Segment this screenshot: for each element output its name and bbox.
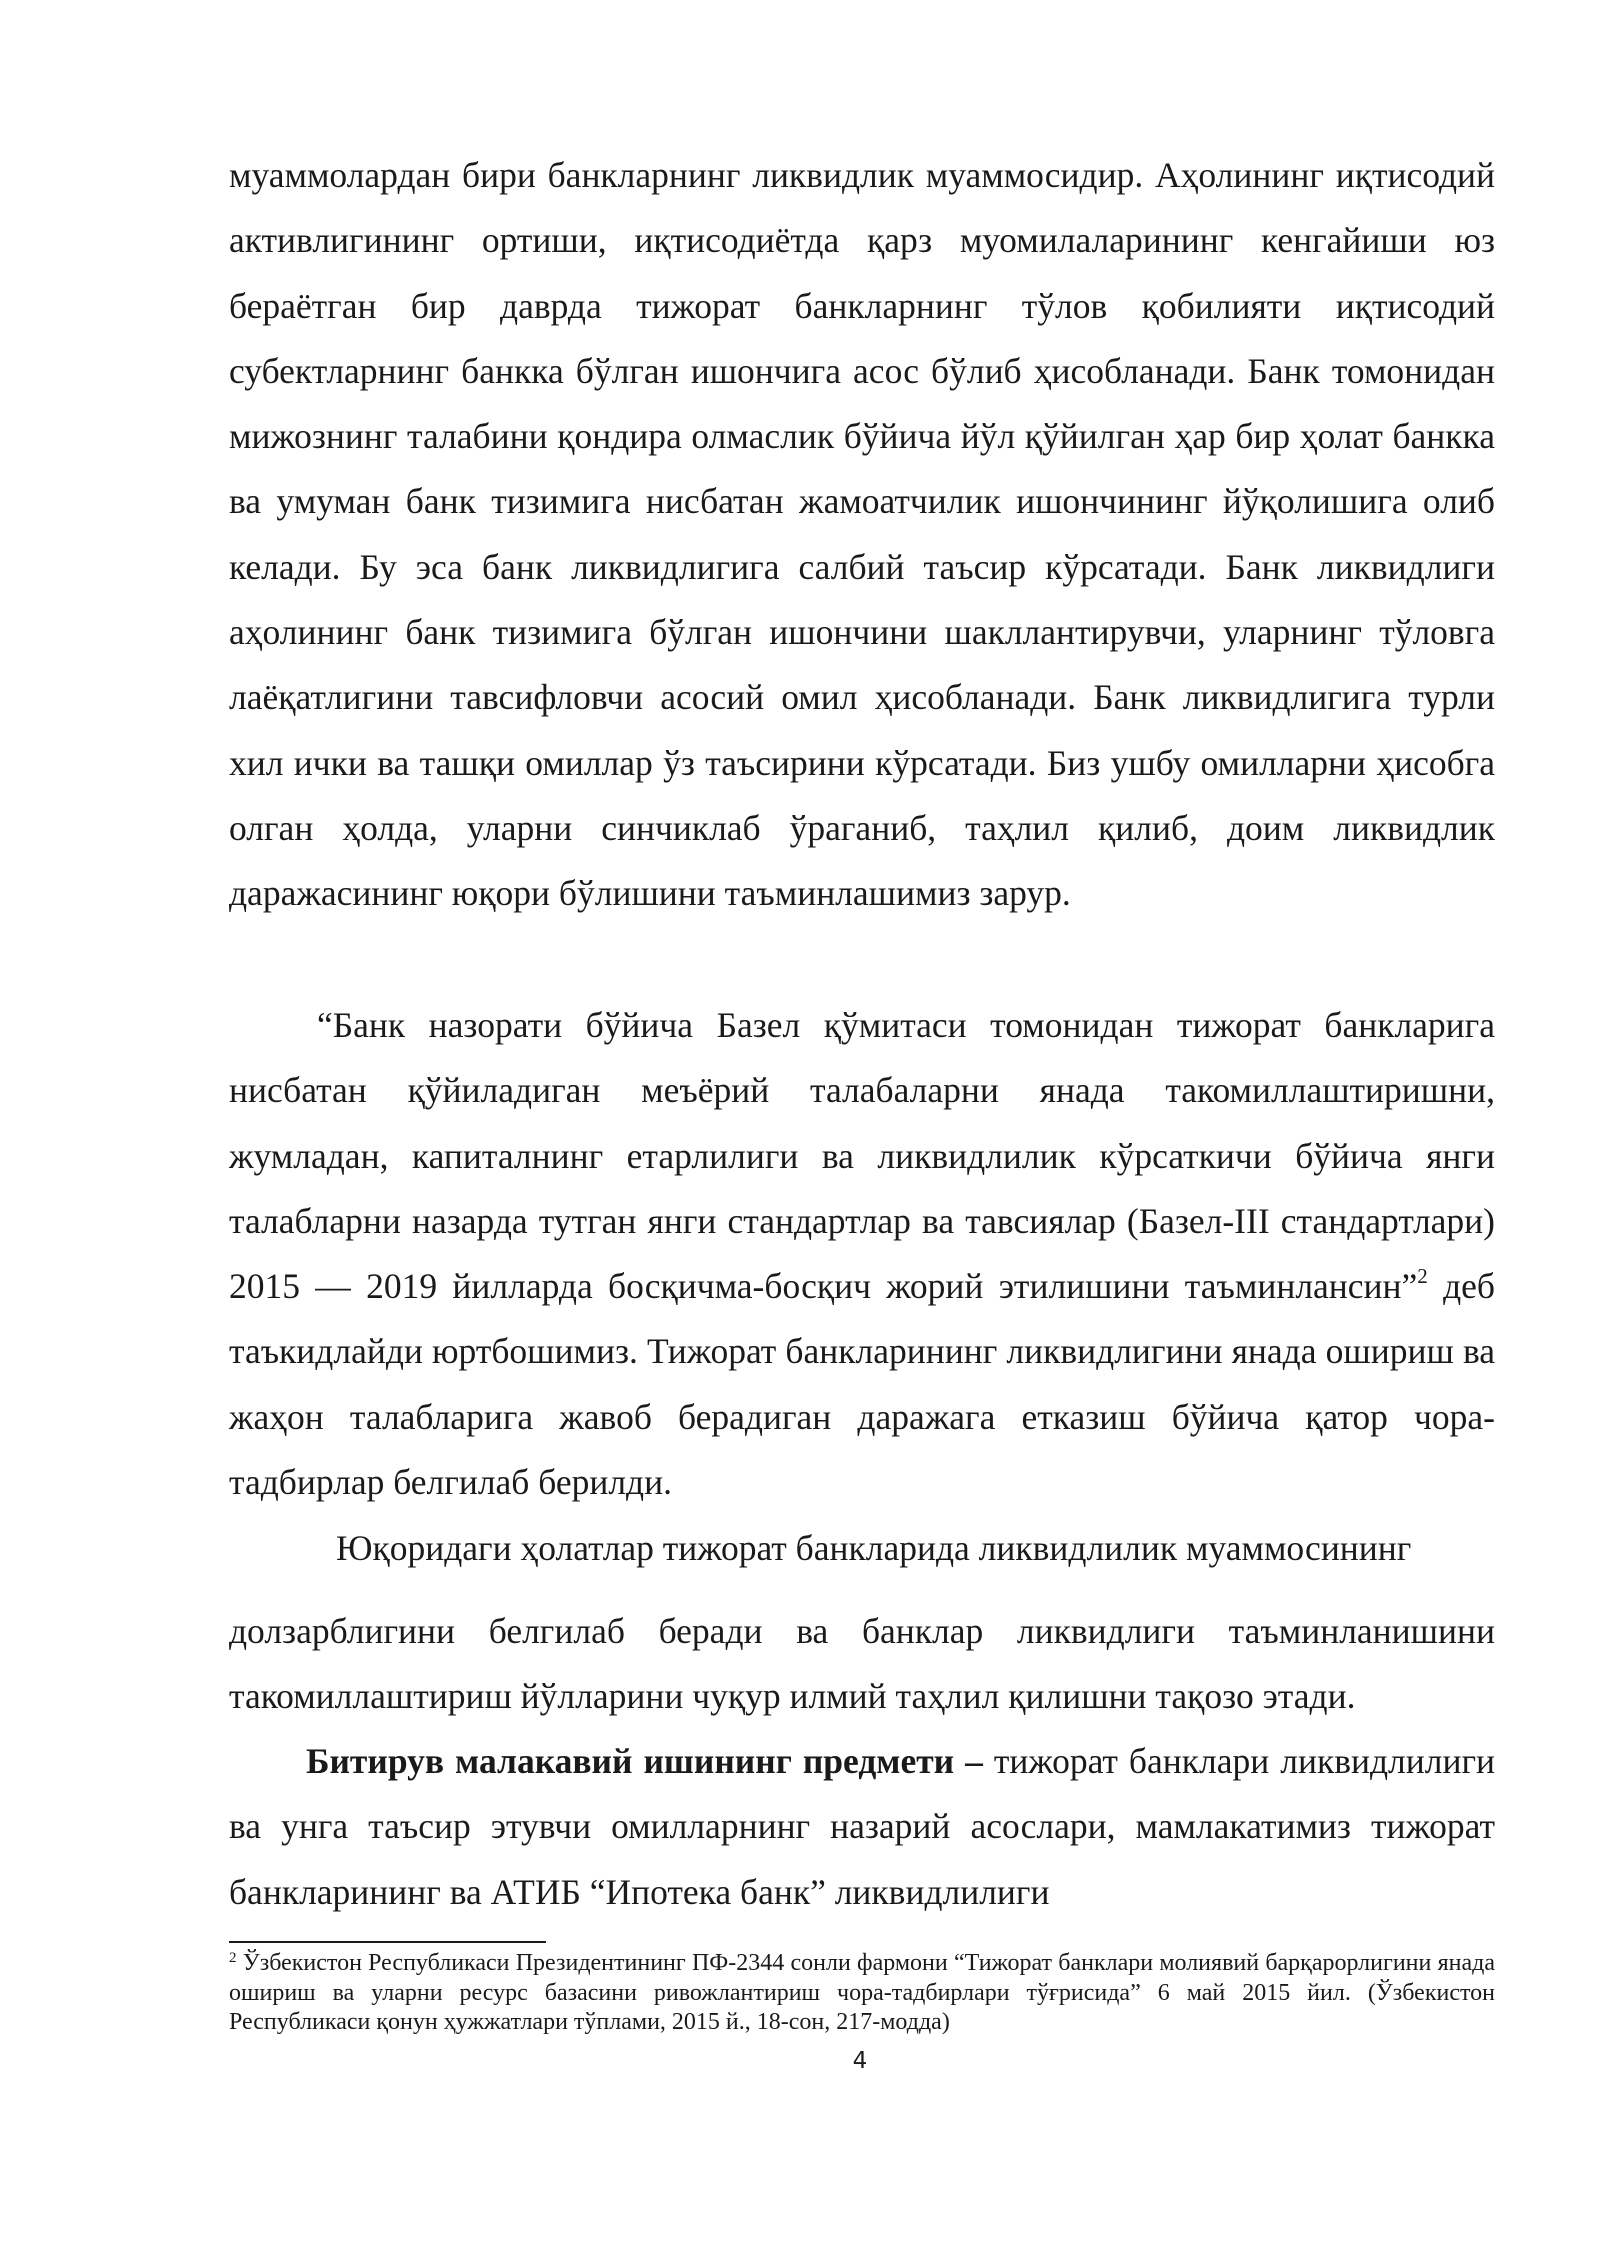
footnote-separator bbox=[229, 1941, 546, 1943]
footnote bbox=[229, 1949, 1495, 2038]
paragraph-text: долзарблигини белгилаб беради ва банклар ликвидлиги таъминланишини такомиллаштириш йўлларини чуқур илмий таҳлил қилишни тақозо этади. bbox=[229, 1611, 1495, 1717]
paragraph-relevance-rest bbox=[229, 1599, 1495, 1730]
basel-quote-continuation: деб таъкидлайди юртбошимиз. Тижорат банкларининг ликвидлигини янада ошириш ва жаҳон талабларига жавоб берадиган даражага етказиш бўйича қатор чора-тадбирлар белгилаб берилди. bbox=[229, 1266, 1495, 1503]
footnote-reference[interactable]: 2 bbox=[1417, 1264, 1428, 1289]
paragraph-text bbox=[229, 1729, 1495, 1925]
paragraph-text bbox=[229, 993, 1495, 1515]
paragraph-text: Юқоридаги ҳолатлар тижорат банкларида ликвидлилик муаммосининг bbox=[336, 1528, 1412, 1568]
page-number: 4 bbox=[852, 2048, 868, 2074]
paragraph-relevance-first-line bbox=[229, 1516, 1495, 1581]
footnote-text bbox=[229, 1949, 1495, 2038]
paragraph-liquidity-problem bbox=[229, 143, 1495, 927]
paragraph-basel-quote bbox=[229, 993, 1495, 1515]
footnote-mark: 2 bbox=[229, 1950, 237, 1966]
footnote-body: Ўзбекистон Республикаси Президентининг ПФ-2344 сонли фармони “Тижорат банклари молиявий барқарорлигини янада ошириш ва уларни ресурс базасини ривожлантириш чора-тадбирлари тўғрисида” 6 май 2015 йил. (Ўзбекистон Республикаси қонун ҳужжатлари тўплами, 2015 й., 18-сон, 217-модда) bbox=[229, 1950, 1495, 2035]
paragraph-text: муаммолардан бири банкларнинг ликвидлик муаммосидир. Аҳолининг иқтисодий активлигининг ортиши, иқтисодиётда қарз муомилаларининг кенгайиши юз бераётган бир даврда тижорат банкларнинг тўлов қобилияти иқтисодий субектларнинг банкка бўлган ишончига асос бўлиб ҳисобланади. Банк томонидан мижознинг талабини қондира олмаслик бўйича йўл қўйилган ҳар бир ҳолат банкка ва умуман банк тизимига нисбатан жамоатчилик ишончининг йўқолишига олиб келади. Бу эса банк ликвидлигига салбий таъсир кўрсатади. Банк ликвидлиги аҳолининг банк тизимига бўлган ишончини шакллантирувчи, уларнинг тўловга лаёқатлигини тавсифловчи асосий омил ҳисобланади. Банк ликвидлигига турли хил ички ва ташқи омиллар ўз таъсирини кўрсатади. Биз ушбу омилларни ҳисобга олган ҳолда, уларни синчиклаб ўраганиб, таҳлил қилиб, доим ликвидлик даражасининг юқори бўлишини таъминлашимиз зарур. bbox=[229, 155, 1495, 914]
basel-quote-text: “Банк назорати бўйича Базел қўмитаси томонидан тижорат банкларига нисбатан қўйиладиган меъёрий талабаларни янада такомиллаштиришни, жумладан, капиталнинг етарлилиги ва ликвидлилик кўрсаткичи бўйича янги талабларни назарда тутган янги стандартлар ва тавсиялар (Базел-III стандартлари) 2015 — 2019 йилларда босқичма-босқич жорий этилишини таъминлансин” bbox=[229, 1005, 1495, 1307]
thesis-subject-heading: Битирув малакавий ишининг предмети – bbox=[306, 1741, 983, 1781]
thesis-subject-text: тижорат банклари ликвидлилиги ва унга таъсир этувчи омилларнинг назарий асослари, мамлакатимиз тижорат банкларининг ва АТИБ “Ипотека банк” ликвидлилиги bbox=[229, 1741, 1496, 1912]
paragraph-thesis-subject bbox=[229, 1729, 1495, 1925]
